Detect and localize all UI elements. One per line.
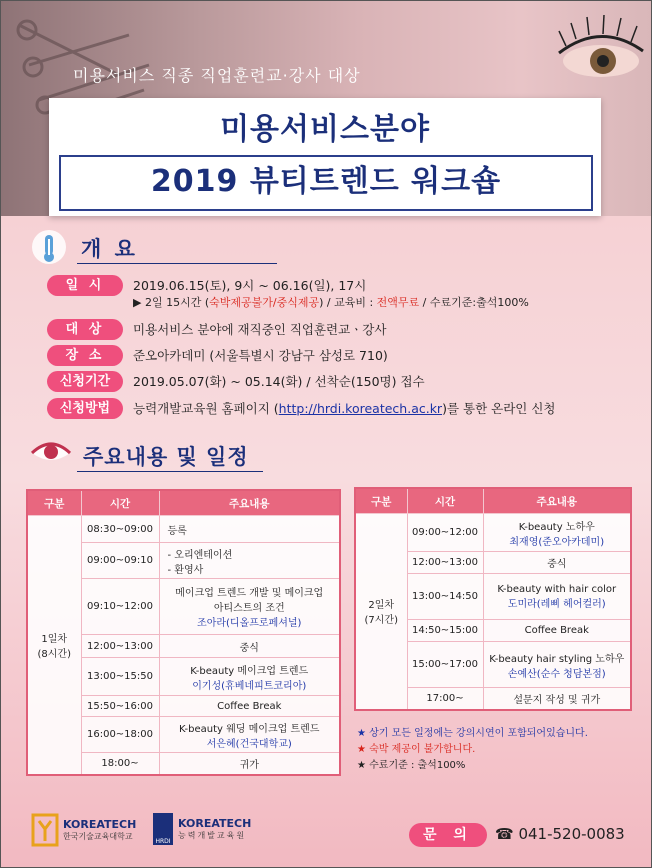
table-row: 13:00~14:50 K-beauty with hair color 도미라(레삐 헤어컬러) [355, 574, 631, 620]
table-row: 13:00~15:50 K-beauty 메이크업 트렌드 이기성(휴베네피트코리아) [27, 658, 340, 696]
note-completion: ★ 수료기준 : 출석100% [357, 760, 466, 771]
table-row: 09:10~12:00 메이크업 트렌드 개발 및 메이크업 아티스트의 조건 조아라(디올프로페셔널) [27, 579, 340, 635]
place-label: 장 소 [47, 345, 123, 366]
day1-schedule-table [26, 489, 341, 776]
table-row: 15:50~16:00 Coffee Break [27, 696, 340, 717]
header-subtitle: 미용서비스 직종 직업훈련교·강사 대상 [73, 66, 361, 85]
phone-icon: ☎ [495, 825, 514, 843]
table-row: 14:50~15:00 Coffee Break [355, 620, 631, 642]
eye-photo [531, 1, 651, 106]
table-row: 12:00~13:00 중식 [355, 552, 631, 574]
table-row: 15:00~17:00 K-beauty hair styling 노하우 손예산(순수 청담본점) [355, 642, 631, 688]
schedule-heading: 주요내용 및 일정 [83, 445, 249, 469]
phone-number[interactable]: ☎ 041-520-0083 [495, 825, 625, 843]
method-row [47, 398, 555, 419]
period-row [47, 371, 425, 392]
page-title: 미용서비스분야 [220, 112, 430, 147]
method-value: 능력개발교육원 홈페이지 (http://hrdi.koreatech.ac.kr)를 통한 온라인 신청 [133, 401, 556, 416]
schedule-underline [77, 471, 263, 472]
contact-label: 문 의 [409, 823, 487, 847]
hrdi-badge: HRDI [153, 813, 173, 845]
eye-icon [29, 433, 73, 469]
place-row [47, 345, 388, 366]
table-row: 1일차 (8시간) 08:30~09:00 등록 [27, 516, 340, 543]
overview-underline [77, 263, 277, 264]
place-value: 준오아카데미 (서울특별시 강남구 삼성로 710) [133, 348, 388, 363]
note-lodging: ★ 숙박 제공이 불가합니다. [357, 744, 476, 755]
table-row: 09:00~09:10 - 오리엔테이션 - 환영사 [27, 543, 340, 579]
page-title-year: 2019 뷰티트렌드 워크숍 [59, 155, 593, 211]
overview-heading: 개 요 [81, 237, 138, 261]
table-row: 17:00~ 설문지 작성 및 귀가 [355, 688, 631, 710]
hrdi-logo: HRDI KOREATECH 능력개발교육원 [153, 813, 251, 845]
note-demo: ★ 상기 모든 일정에는 강의시연이 포함되어있습니다. [357, 728, 588, 739]
table-row: 2일차 (7시간) 09:00~12:00 K-beauty 노하우 최재영(준오아카데미) [355, 514, 631, 552]
date-label: 일 시 [47, 275, 123, 296]
table-row: 18:00~ 귀가 [27, 753, 340, 775]
period-label: 신청기간 [47, 371, 123, 392]
koreatech-emblem-icon [31, 813, 59, 847]
table-header-row: 구분 시간 주요내용 [27, 490, 340, 516]
period-value: 2019.05.07(화) ~ 05.14(화) / 선착순(150명) 접수 [133, 374, 425, 389]
application-link[interactable]: http://hrdi.koreatech.ac.kr [278, 401, 443, 416]
target-value: 미용서비스 분야에 재직중인 직업훈련교ㆍ강사 [133, 322, 387, 337]
title-box [49, 98, 601, 216]
target-row [47, 319, 386, 340]
koreatech-logo: KOREATECH 한국기술교육대학교 [31, 813, 136, 847]
date-sub: ▶ 2일 15시간 (숙박제공불가/중식제공) / 교육비 : 전액무료 / 수료기준:출석100% [133, 296, 529, 309]
date-row [47, 275, 529, 310]
thermometer-icon [31, 229, 67, 265]
target-label: 대 상 [47, 319, 123, 340]
date-value: 2019.06.15(토), 9시 ~ 06.16(일), 17시 [133, 278, 367, 293]
day2-label: 2일차 (7시간) [355, 514, 407, 710]
day2-schedule-table [354, 487, 632, 711]
method-label: 신청방법 [47, 398, 123, 419]
table-row: 12:00~13:00 중식 [27, 635, 340, 658]
day1-label: 1일차 (8시간) [27, 516, 81, 775]
table-header-row: 구분 시간 주요내용 [355, 488, 631, 514]
table-row: 16:00~18:00 K-beauty 웨딩 메이크업 트렌드 서은혜(건국대학교) [27, 717, 340, 753]
